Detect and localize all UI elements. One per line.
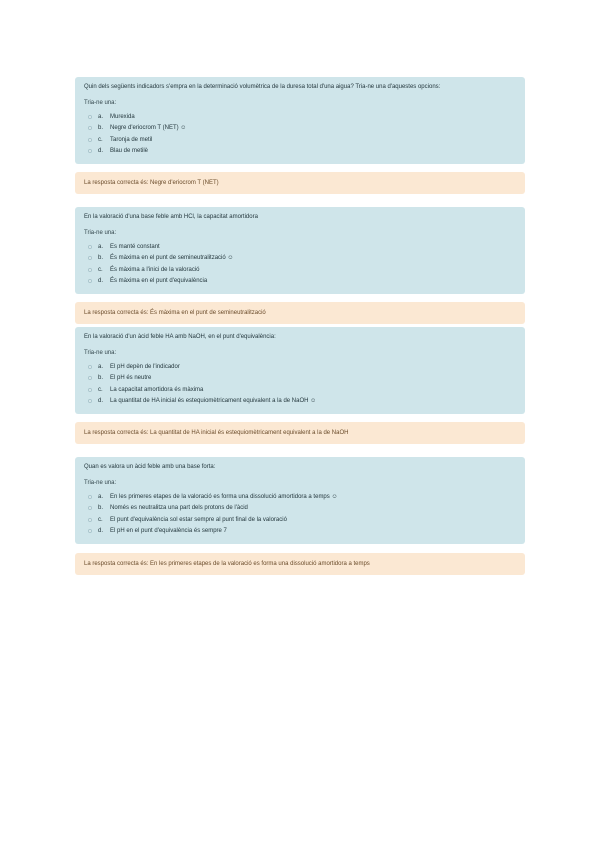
question-card-3 [75,327,525,414]
radio-button[interactable] [88,495,92,499]
option-letter: b. [98,125,104,132]
answer-option-a[interactable] [84,361,516,373]
question-text: Quin dels següents indicadors s'empra en la determinació volumètrica de la duresa total d'una aigua? Tria-ne una d'aquestes opcions: [84,84,441,90]
option-letter: b. [98,505,104,512]
answer-option-b[interactable] [84,503,516,515]
radio-button[interactable] [88,268,92,272]
radio-button[interactable] [88,279,92,283]
answer-option-a[interactable] [84,241,516,253]
answer-option-d[interactable] [84,396,516,408]
radio-button[interactable] [88,529,92,533]
question-card-2 [75,207,525,294]
option-label: És màxima en el punt d'equivalència [110,278,208,285]
option-letter: a. [98,113,104,120]
radio-button[interactable] [88,376,92,380]
option-letter: d. [98,528,104,535]
radio-button[interactable] [88,149,92,153]
option-letter: a. [98,363,104,370]
answer-option-b[interactable] [84,123,516,135]
option-label: En les primeres etapes de la valoració es forma una dissolució amortidora a temps ☺ [110,493,338,500]
option-letter: c. [98,136,103,143]
radio-button[interactable] [88,365,92,369]
answer-option-a[interactable] [84,491,516,503]
option-letter: b. [98,375,104,382]
option-letter: a. [98,493,104,500]
option-letter: a. [98,243,104,250]
question-text: En la valoració d'una base feble amb HCl, la capacitat amortidora [84,214,258,220]
option-label: Taronja de metil [110,136,153,143]
answer-option-c[interactable] [84,264,516,276]
answer-option-c[interactable] [84,384,516,396]
radio-button[interactable] [88,518,92,522]
instruction-label: Tria-ne una: [84,480,117,486]
correct-answer-feedback-2: La resposta correcta és: És màxima en el punt de semineutralització [75,302,525,324]
option-label: Negre d'eriocrom T (NET) ☺ [110,125,187,132]
option-letter: d. [98,278,104,285]
option-label: La quantitat de HA inicial és estequiomètricament equivalent a la de NaOH ☺ [110,398,317,405]
correct-answer-feedback-3: La resposta correcta és: La quantitat de HA inicial és estequiomètricament equivalent a la de NaOH [75,422,525,444]
option-label: Blau de metilè [110,148,149,155]
correct-answer-feedback-4: La resposta correcta és: En les primeres etapes de la valoració es forma una dissolució amortidora a temps [75,553,525,575]
radio-button[interactable] [88,399,92,403]
option-label: El pH és neutre [110,375,152,382]
answer-option-b[interactable] [84,373,516,385]
option-label: És màxima a l'inici de la valoració [110,266,200,273]
radio-button[interactable] [88,506,92,510]
option-label: El pH depèn de l'indicador [110,363,180,370]
option-letter: d. [98,398,104,405]
option-label: Es manté constant [110,243,160,250]
option-label: La capacitat amortidora és màxima [110,386,204,393]
option-letter: c. [98,266,103,273]
radio-button[interactable] [88,126,92,130]
question-card-4 [75,457,525,544]
instruction-label: Tria-ne una: [84,100,117,106]
option-letter: c. [98,386,103,393]
question-text: Quan es valora un àcid feble amb una base forta: [84,464,216,470]
answer-option-a[interactable] [84,111,516,123]
option-letter: d. [98,148,104,155]
radio-button[interactable] [88,138,92,142]
option-label: És màxima en el punt de semineutralització ☺ [110,255,234,262]
question-text: En la valoració d'un àcid feble HA amb NaOH, en el punt d'equivalència: [84,334,276,340]
option-label: Només es neutralitza una part dels protons de l'àcid [110,505,248,512]
question-card-1 [75,77,525,164]
answer-option-d[interactable] [84,276,516,288]
option-label: El punt d'equivalència sol estar sempre al punt final de la valoració [110,516,287,523]
option-label: El pH en el punt d'equivalència és sempre 7 [110,528,227,535]
radio-button[interactable] [88,115,92,119]
radio-button[interactable] [88,245,92,249]
instruction-label: Tria-ne una: [84,350,117,356]
option-letter: c. [98,516,103,523]
answer-option-d[interactable] [84,526,516,538]
answer-option-c[interactable] [84,134,516,146]
option-label: Murexida [110,113,135,120]
instruction-label: Tria-ne una: [84,230,117,236]
correct-answer-feedback-1: La resposta correcta és: Negre d'eriocrom T (NET) [75,172,525,194]
option-letter: b. [98,255,104,262]
answer-option-b[interactable] [84,253,516,265]
radio-button[interactable] [88,388,92,392]
radio-button[interactable] [88,256,92,260]
answer-option-c[interactable] [84,514,516,526]
answer-option-d[interactable] [84,146,516,158]
